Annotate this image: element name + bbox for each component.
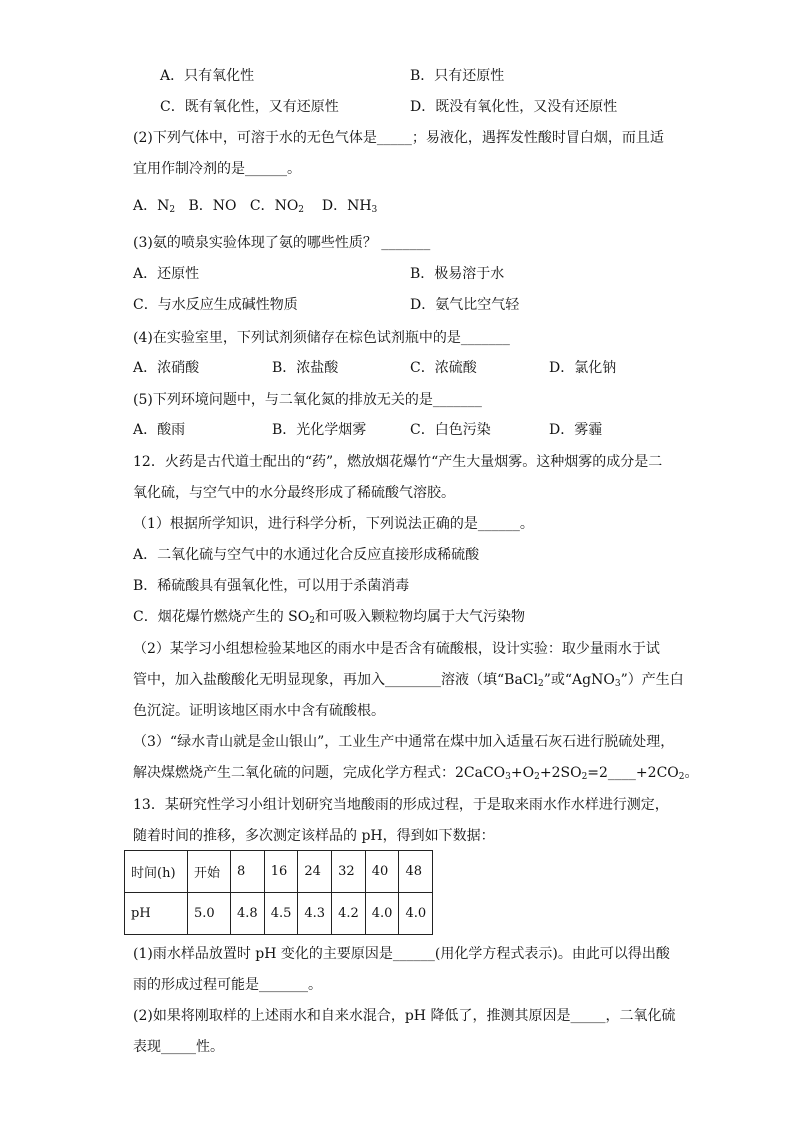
- q12-1-stem: （1）根据所学知识，进行科学分析，下列说法正确的是______。: [133, 516, 534, 532]
- q12-1-option-c: C．烟花爆竹燃烧产生的 $SO_2$和可吸入颗粒物均属于大气污染物: [133, 609, 525, 626]
- table-row: [125, 851, 433, 893]
- table-cell: 48: [399, 851, 433, 893]
- q11-2-stem-line1: (2)下列气体中，可溶于水的无色气体是_____；易液化，遇挥发性酸时冒白烟，而且适: [133, 130, 664, 146]
- table-cell: 16: [264, 851, 298, 893]
- q11-3-option-c: C．与水反应生成碱性物质: [133, 297, 298, 313]
- q11-2-options: [133, 196, 377, 216]
- q11-1-option-b: B．只有还原性: [410, 68, 505, 84]
- table-cell: 24: [298, 851, 332, 893]
- q13-1-stem-line2: 雨的形成过程可能是_______。: [133, 977, 322, 993]
- table-cell: 开始: [188, 851, 231, 893]
- table-cell: 32: [332, 851, 366, 893]
- q12-2-stem-line2: 管中，加入盐酸酸化无明显现象，再加入________溶液（填“BaCl$_2$”或“AgNO$_3$”）产生白: [133, 672, 684, 689]
- q11-5-option-b: B．光化学烟雾: [272, 422, 367, 438]
- q11-1-option-d: D．既没有氧化性，又没有还原性: [410, 99, 618, 115]
- q11-4-option-d: D．氯化钠: [549, 360, 617, 376]
- q12-3-stem-line1: （3）“绿水青山就是金山银山”，工业生产中通常在煤中加入适量石灰石进行脱硫处理，: [133, 734, 675, 750]
- table-cell: 8: [231, 851, 265, 893]
- table-cell: 4.0: [399, 893, 433, 935]
- q11-2-option-c: C．$NO_2$: [249, 198, 305, 215]
- table-cell: 4.2: [332, 893, 366, 935]
- q11-4-option-c: C．浓硫酸: [410, 360, 477, 376]
- q11-3-option-b: B．极易溶于水: [410, 266, 505, 282]
- q13-1-stem-line1: (1)雨水样品放置时 pH 变化的主要原因是______(用化学方程式表示)。由此可以得出酸: [133, 946, 670, 962]
- q11-4-option-b: B．浓盐酸: [272, 360, 339, 376]
- table-cell: 4.3: [298, 893, 332, 935]
- q12-3-equation-line: 解决煤燃烧产生二氧化硫的问题，完成化学方程式：$2CaCO_3+O_2+2SO_2=2\_\_\_\_+2CO_2$。: [133, 765, 699, 782]
- q12-1-option-b: B．稀硫酸具有强氧化性，可以用于杀菌消毒: [133, 578, 410, 594]
- q13-2-stem-line1: (2)如果将刚取样的上述雨水和自来水混合，pH 降低了，推测其原因是_____，二氧化硫: [133, 1008, 676, 1024]
- q13-stem-line1: 13．某研究性学习小组计划研究当地酸雨的形成过程，于是取来雨水作水样进行测定，: [133, 797, 669, 813]
- table-cell: 4.8: [231, 893, 265, 935]
- q11-2-option-d: D．$NH_3$: [321, 198, 378, 215]
- q11-2-option-b: B．NO: [188, 198, 237, 214]
- q13-stem-line2: 随着时间的推移，多次测定该样品的 pH，得到如下数据：: [133, 828, 495, 844]
- q11-3-option-a: A．还原性: [133, 266, 200, 282]
- q11-3-stem: (3)氨的喷泉实验体现了氨的哪些性质？ _______: [133, 235, 431, 251]
- q11-5-option-c: C．白色污染: [410, 422, 491, 438]
- table-row: [125, 893, 433, 935]
- q11-4-stem: (4)在实验室里，下列试剂须储存在棕色试剂瓶中的是_______: [133, 330, 510, 346]
- q11-4-option-a: A．浓硝酸: [133, 360, 200, 376]
- q11-5-option-d: D．雾霾: [549, 422, 603, 438]
- q13-2-stem-line2: 表现_____性。: [133, 1039, 224, 1055]
- table-cell: 4.0: [365, 893, 399, 935]
- q11-3-option-d: D．氨气比空气轻: [410, 297, 520, 313]
- q11-2-option-a: A．$N_2$: [133, 198, 176, 215]
- q12-2-stem-line3: 色沉淀。证明该地区雨水中含有硫酸根。: [133, 703, 385, 719]
- q12-1-option-a: A．二氧化硫与空气中的水通过化合反应直接形成稀硫酸: [133, 547, 480, 563]
- q12-2-stem-line1: （2）某学习小组想检验某地区的雨水中是否含有硫酸根，设计实验：取少量雨水于试: [133, 641, 660, 657]
- q11-2-stem-line2: 宜用作制冷剂的是______。: [133, 161, 301, 177]
- q11-1-option-c: C．既有氧化性，又有还原性: [160, 99, 339, 115]
- q11-5-option-a: A．酸雨: [133, 422, 186, 438]
- table-cell: 时间(h): [125, 851, 188, 893]
- table-cell: 5.0: [188, 893, 231, 935]
- q12-stem-line1: 12．火药是古代道士配出的“药”，燃放烟花爆竹“产生大量烟雾。这种烟雾的成分是二: [133, 454, 663, 470]
- q11-1-option-a: A．只有氧化性: [160, 68, 255, 84]
- q11-5-stem: (5)下列环境问题中，与二氧化氮的排放无关的是_______: [133, 392, 482, 408]
- table-cell: 40: [365, 851, 399, 893]
- table-cell: pH: [125, 893, 188, 935]
- table-cell: 4.5: [264, 893, 298, 935]
- ph-data-table: [124, 850, 433, 935]
- q12-stem-line2: 氧化硫，与空气中的水分最终形成了稀硫酸气溶胶。: [133, 485, 455, 501]
